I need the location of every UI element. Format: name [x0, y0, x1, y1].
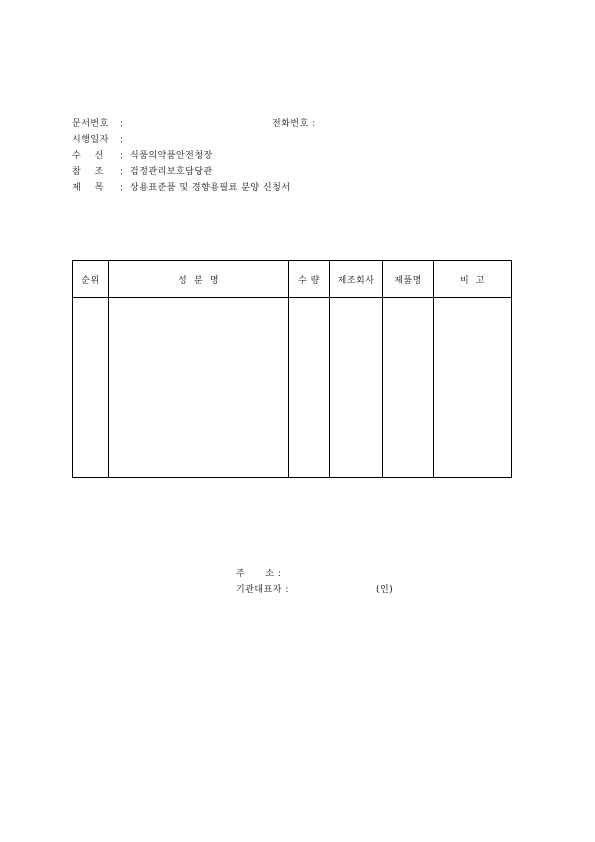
- phone-label: 전화번호 :: [272, 119, 316, 129]
- col-remarks: 비 고: [434, 261, 512, 298]
- subject-colon: :: [120, 183, 124, 193]
- to-line: [72, 148, 213, 161]
- col-manufacturer: 제조회사: [330, 261, 383, 298]
- col-quantity: 수 량: [289, 261, 330, 298]
- to-colon: :: [120, 151, 124, 161]
- doc-no-colon: :: [120, 119, 124, 129]
- cell-product[interactable]: [383, 298, 434, 478]
- doc-no-line: [72, 116, 130, 129]
- subject-line: [72, 180, 291, 193]
- cell-rank[interactable]: [73, 298, 109, 478]
- address-label: 주 소 :: [236, 569, 282, 579]
- ref-line: [72, 164, 213, 177]
- date-line: [72, 132, 130, 145]
- ref-label: 참 조: [72, 167, 104, 177]
- ref-colon: :: [120, 167, 124, 177]
- subject-label: 제 목: [72, 183, 104, 193]
- cell-quantity[interactable]: [289, 298, 330, 478]
- ref-value: 검정관리보호담당관: [130, 167, 213, 177]
- col-product: 제품명: [383, 261, 434, 298]
- date-label: 시행일자: [72, 135, 109, 145]
- table-row: [73, 298, 512, 478]
- cell-manufacturer[interactable]: [330, 298, 383, 478]
- col-ingredient: 성 분 명: [109, 261, 289, 298]
- representative-label: 기관대표자 :: [236, 585, 289, 595]
- to-label: 수 신: [72, 151, 104, 161]
- seal-mark: (인): [376, 585, 394, 595]
- col-rank: 순위: [73, 261, 109, 298]
- to-value: 식품의약품안전청장: [130, 151, 213, 161]
- date-colon: :: [120, 135, 124, 145]
- table-header-row: [73, 261, 512, 298]
- application-table: [72, 260, 512, 478]
- subject-value: 상용표준품 및 경향용필료 분양 신청서: [130, 183, 291, 193]
- cell-remarks[interactable]: [434, 298, 512, 478]
- doc-no-label: 문서번호: [72, 119, 109, 129]
- cell-ingredient[interactable]: [109, 298, 289, 478]
